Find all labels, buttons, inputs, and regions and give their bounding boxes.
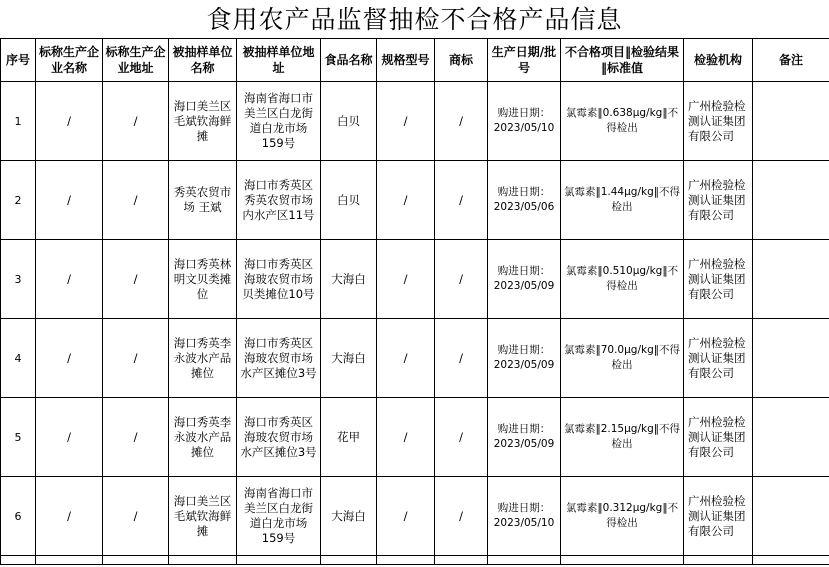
cell-note xyxy=(753,398,829,477)
empty-cell xyxy=(36,556,103,565)
cell-note xyxy=(753,161,829,240)
cell-sampled-addr: 海南省海口市美兰区白龙街道白龙市场159号 xyxy=(237,477,321,556)
header-food: 食品名称 xyxy=(321,39,377,82)
cell-agency: 广州检验检测认证集团有限公司 xyxy=(684,398,753,477)
header-sampled-addr: 被抽样单位地址 xyxy=(237,39,321,82)
cell-agency: 广州检验检测认证集团有限公司 xyxy=(684,240,753,319)
cell-maker-name: / xyxy=(36,319,103,398)
cell-food: 大海白 xyxy=(321,319,377,398)
cell-result: 氯霉素‖0.510μg/kg‖不得检出 xyxy=(561,240,684,319)
cell-sampled-name: 海口秀英林明文贝类摊位 xyxy=(169,240,237,319)
table-row xyxy=(1,398,829,477)
table-row xyxy=(1,319,829,398)
empty-cell xyxy=(321,556,377,565)
cell-result: 氯霉素‖0.312μg/kg‖不得检出 xyxy=(561,477,684,556)
cell-no: 1 xyxy=(1,82,36,161)
cell-maker-name: / xyxy=(36,398,103,477)
cell-agency: 广州检验检测认证集团有限公司 xyxy=(684,477,753,556)
empty-cell xyxy=(435,556,488,565)
header-brand: 商标 xyxy=(435,39,488,82)
cell-date: 购进日期：2023/05/09 xyxy=(488,240,561,319)
cell-food: 大海白 xyxy=(321,240,377,319)
table-header-row xyxy=(1,39,829,82)
cell-no: 3 xyxy=(1,240,36,319)
cell-note xyxy=(753,82,829,161)
cell-spec: / xyxy=(377,319,435,398)
cell-brand: / xyxy=(435,477,488,556)
cell-spec: / xyxy=(377,240,435,319)
cell-agency: 广州检验检测认证集团有限公司 xyxy=(684,319,753,398)
cell-maker-addr: / xyxy=(103,240,169,319)
cell-food: 白贝 xyxy=(321,82,377,161)
empty-cell xyxy=(377,556,435,565)
cell-sampled-name: 海口美兰区毛斌钦海鲜摊 xyxy=(169,477,237,556)
cell-food: 白贝 xyxy=(321,161,377,240)
cell-maker-addr: / xyxy=(103,319,169,398)
cell-maker-addr: / xyxy=(103,477,169,556)
cell-sampled-name: 秀英农贸市场 王斌 xyxy=(169,161,237,240)
empty-cell xyxy=(488,556,561,565)
header-agency: 检验机构 xyxy=(684,39,753,82)
empty-cell xyxy=(684,556,753,565)
header-no: 序号 xyxy=(1,39,36,82)
header-maker-name: 标称生产企业名称 xyxy=(36,39,103,82)
header-note: 备注 xyxy=(753,39,829,82)
cell-maker-name: / xyxy=(36,477,103,556)
cell-note xyxy=(753,319,829,398)
cell-maker-name: / xyxy=(36,240,103,319)
table-row-partial xyxy=(1,556,829,565)
cell-date: 购进日期：2023/05/10 xyxy=(488,82,561,161)
header-sampled-name: 被抽样单位名称 xyxy=(169,39,237,82)
cell-date: 购进日期：2023/05/09 xyxy=(488,398,561,477)
cell-note xyxy=(753,477,829,556)
cell-sampled-addr: 海南省海口市美兰区白龙街道白龙市场159号 xyxy=(237,82,321,161)
cell-food: 大海白 xyxy=(321,477,377,556)
cell-result: 氯霉素‖0.638μg/kg‖不得检出 xyxy=(561,82,684,161)
cell-agency: 广州检验检测认证集团有限公司 xyxy=(684,161,753,240)
cell-spec: / xyxy=(377,477,435,556)
cell-date: 购进日期：2023/05/06 xyxy=(488,161,561,240)
cell-no: 6 xyxy=(1,477,36,556)
cell-spec: / xyxy=(377,398,435,477)
cell-sampled-name: 海口秀英李永波水产品摊位 xyxy=(169,319,237,398)
table-row xyxy=(1,161,829,240)
empty-cell xyxy=(753,556,829,565)
cell-result: 氯霉素‖1.44μg/kg‖不得检出 xyxy=(561,161,684,240)
cell-spec: / xyxy=(377,82,435,161)
nonconforming-products-table xyxy=(0,38,829,565)
cell-result: 氯霉素‖70.0μg/kg‖不得检出 xyxy=(561,319,684,398)
cell-brand: / xyxy=(435,398,488,477)
table-row xyxy=(1,82,829,161)
cell-maker-addr: / xyxy=(103,398,169,477)
cell-sampled-addr: 海口市秀英区海玻农贸市场贝类摊位10号 xyxy=(237,240,321,319)
cell-spec: / xyxy=(377,161,435,240)
cell-brand: / xyxy=(435,82,488,161)
cell-note xyxy=(753,240,829,319)
cell-maker-addr: / xyxy=(103,161,169,240)
cell-date: 购进日期：2023/05/09 xyxy=(488,319,561,398)
cell-agency: 广州检验检测认证集团有限公司 xyxy=(684,82,753,161)
empty-cell xyxy=(1,556,36,565)
cell-maker-name: / xyxy=(36,82,103,161)
cell-no: 5 xyxy=(1,398,36,477)
table-row xyxy=(1,240,829,319)
empty-cell xyxy=(103,556,169,565)
empty-cell xyxy=(561,556,684,565)
cell-sampled-addr: 海口市秀英区海玻农贸市场水产区摊位3号 xyxy=(237,398,321,477)
cell-date: 购进日期：2023/05/10 xyxy=(488,477,561,556)
cell-sampled-name: 海口美兰区毛斌钦海鲜摊 xyxy=(169,82,237,161)
page-title: 食用农产品监督抽检不合格产品信息 xyxy=(206,5,623,34)
empty-cell xyxy=(237,556,321,565)
cell-sampled-name: 海口秀英李永波水产品摊位 xyxy=(169,398,237,477)
cell-no: 4 xyxy=(1,319,36,398)
cell-maker-addr: / xyxy=(103,82,169,161)
cell-sampled-addr: 海口市秀英区秀英农贸市场内水产区11号 xyxy=(237,161,321,240)
cell-brand: / xyxy=(435,161,488,240)
cell-result: 氯霉素‖2.15μg/kg‖不得检出 xyxy=(561,398,684,477)
header-maker-addr: 标称生产企业地址 xyxy=(103,39,169,82)
header-spec: 规格型号 xyxy=(377,39,435,82)
cell-brand: / xyxy=(435,319,488,398)
cell-sampled-addr: 海口市秀英区海玻农贸市场水产区摊位3号 xyxy=(237,319,321,398)
cell-food: 花甲 xyxy=(321,398,377,477)
cell-no: 2 xyxy=(1,161,36,240)
header-result: 不合格项目‖检验结果‖标准值 xyxy=(561,39,684,82)
empty-cell xyxy=(169,556,237,565)
cell-maker-name: / xyxy=(36,161,103,240)
table-row xyxy=(1,477,829,556)
cell-brand: / xyxy=(435,240,488,319)
header-date: 生产日期/批号 xyxy=(488,39,561,82)
